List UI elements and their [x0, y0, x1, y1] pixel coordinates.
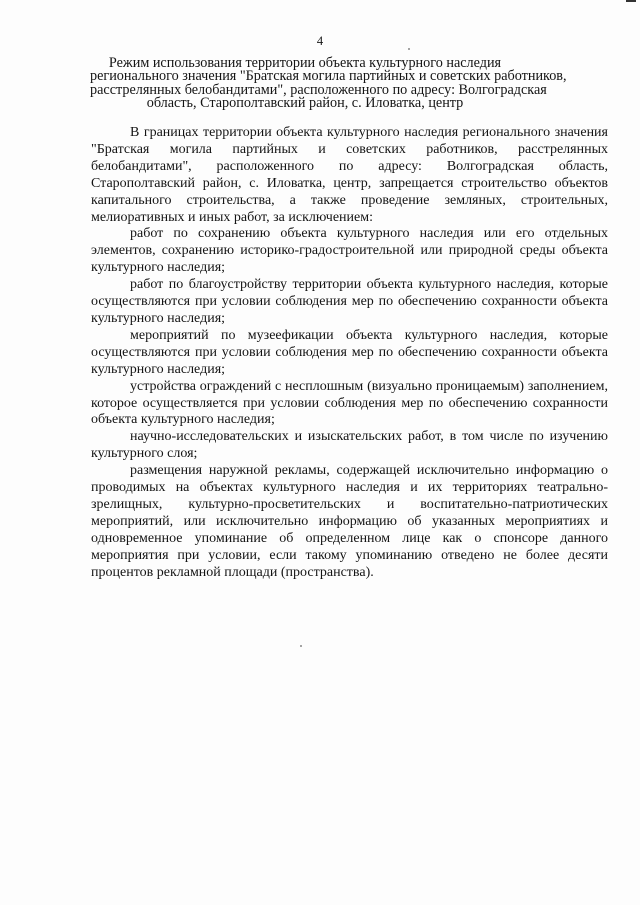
document-title [90, 55, 567, 112]
title-line: Режим использования территории объекта культурного наследия [108, 55, 502, 71]
document-body [91, 125, 608, 581]
title-line: область, Старополтавский район, с. Иловатка, центр [146, 95, 464, 112]
exception-item: мероприятий по музеефикации объекта культурного наследия, которые осуществляются при условии соблюдения мер по обеспечению сохранности объекта культурного наследия; [91, 327, 608, 377]
scan-speck [300, 645, 302, 647]
title-line: расстрелянных белобандитами", расположенного по адресу: Волгоградская [90, 81, 547, 98]
exception-item: работ по сохранению объекта культурного наследия или его отдельных элементов, сохранению историко-градостроительной или природной среды объекта культурного наследия; [91, 226, 608, 276]
exception-item: размещения наружной рекламы, содержащей исключительно информацию о проводимых на объектах культурного наследия и их территориях театрально-зрелищных, культурно-просветительских и воспитательно-патриотических мероприятий, или исключительно информацию об указанных мероприятиях и одновременное упоминание об определенном лице как о спонсоре данного мероприятия при условии, если такому упоминанию отведено не более десяти процентов рекламной площади (пространства). [91, 463, 608, 580]
page-number: 4 [316, 34, 324, 48]
scan-artifact [626, 0, 636, 2]
exception-item: научно-исследовательских и изыскательских работ, в том числе по изучению культурного слоя; [91, 429, 608, 462]
exception-item: устройства ограждений с несплошным (визуально проницаемым) заполнением, которое осуществляется при условии соблюдения мер по обеспечению сохранности объекта культурного наследия; [91, 378, 608, 428]
intro-paragraph: В границах территории объекта культурного наследия регионального значения "Братская могила партийных и советских работников, расстрелянных белобандитами", расположенного по адресу: Волгоградская область, Старополтавский район, с. Иловатка, центр, запрещается строительство объектов капитального строительства, а также проведение земляных, строительных, мелиоративных и иных работ, за исключением: [91, 125, 608, 225]
title-line: регионального значения "Братская могила партийных и советских работников, [90, 68, 567, 85]
exception-item: работ по благоустройству территории объекта культурного наследия, которые осуществляются при условии соблюдения мер по обеспечению сохранности объекта культурного наследия; [91, 277, 608, 326]
